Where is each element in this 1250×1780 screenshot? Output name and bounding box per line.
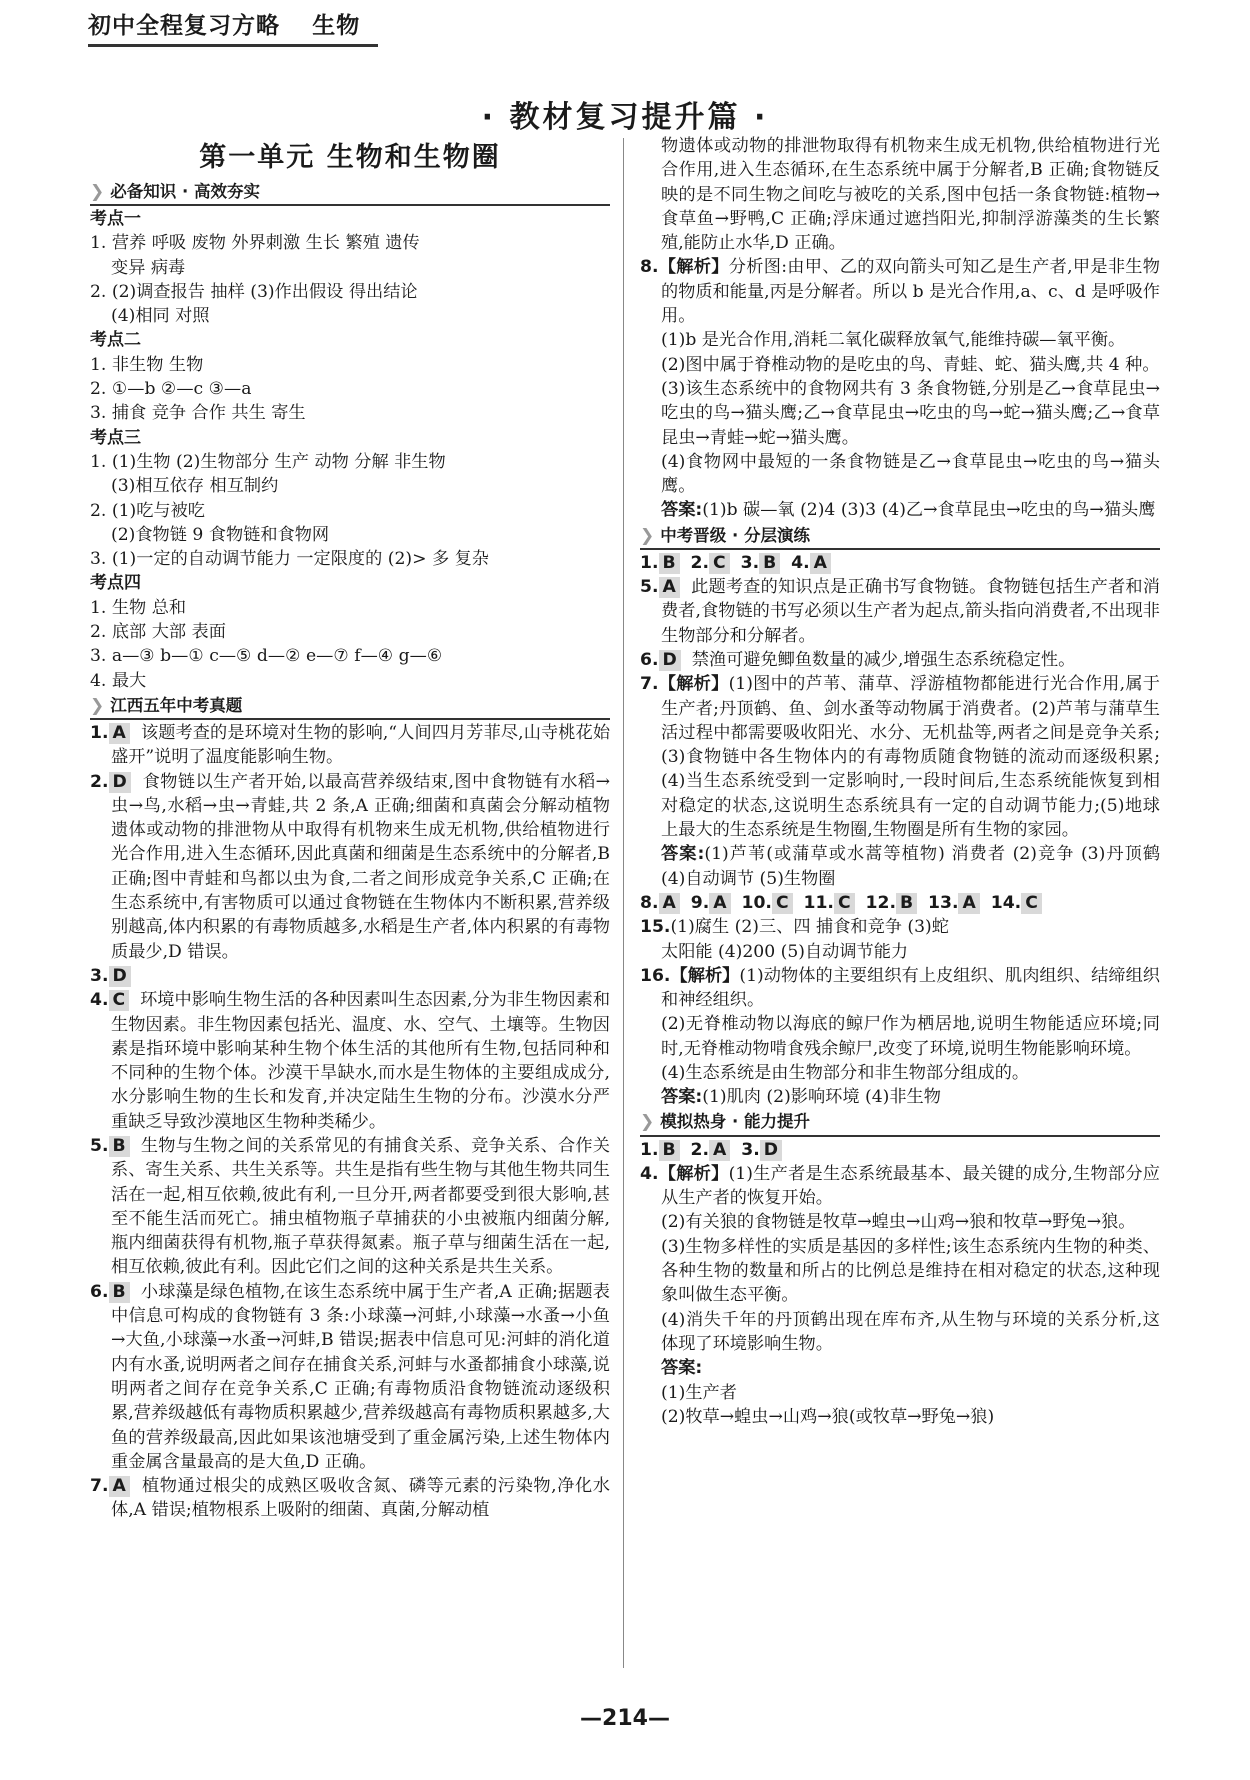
- answer-badge: B: [659, 1140, 680, 1161]
- explanation-text: 禁渔可避免鲫鱼数量的减少,增强生态系统稳定性。: [691, 649, 1076, 670]
- jx-question-7-continued: 物遗体或动物的排泄物取得有机物来生成无机物,供给植物进行光合作用,进入生态循环,在生态系统中属于分解者,B 正确;食物链反映的是不同生物之间吃与被吃的关系,图中包括一条食物链:植物→食草鱼→野鸭,C 正确;浮床通过遮挡阳光,抑制浮游藻类的生长繁殖,能防止水华,D 正确。: [661, 136, 1160, 254]
- answer-badge: A: [810, 553, 831, 574]
- kp1-line1b: 变异 病毒: [111, 257, 186, 278]
- explanation-text: 分析图:由甲、乙的双向箭头可知乙是生产者,甲是非生物的物质和能量,丙是分解者。所以 b 是光合作用,a、c、d 是呼吸作用。: [661, 257, 1160, 327]
- explanation-text: (1)动物体的主要组织有上皮组织、肌肉组织、结缔组织和神经组织。: [661, 965, 1160, 1011]
- question-number: 4.: [640, 1163, 659, 1184]
- answer-text: (1)b 碳—氧 (2)4 (3)3 (4)乙→食草昆虫→吃虫的鸟→猫头鹰: [702, 500, 1156, 521]
- explanation-text: (1)生产者是生态系统最基本、最关键的成分,生物部分应从生产者的恢复开始。: [661, 1163, 1160, 1209]
- question-number: 2.: [690, 1139, 710, 1160]
- s3-answers-1-4: [640, 551, 1160, 575]
- answer-badge: B: [659, 553, 680, 574]
- question-number: 8.: [640, 892, 659, 913]
- answer-badge: C: [772, 893, 793, 914]
- kp1-title: 考点一: [90, 209, 141, 229]
- answer-text: (1)腐生 (2)三、四 捕食和竞争 (3)蛇: [670, 917, 949, 938]
- section-title: 必备知识 · 高效夯实: [110, 181, 261, 201]
- question-number: 3.: [90, 965, 109, 986]
- question-number: 9.: [690, 892, 710, 913]
- jx-question-8: [640, 255, 1160, 328]
- kp4-title: 考点四: [90, 573, 141, 594]
- answer-badge: B: [109, 1282, 130, 1303]
- answer-label: 答案:: [661, 844, 705, 865]
- question-number: 4.: [791, 552, 810, 573]
- section-header-advanced: [640, 524, 1160, 550]
- answer-badge: D: [760, 1140, 782, 1161]
- s4-q4-part2: (2)有关狼的食物链是牧草→蝗虫→山鸡→狼和牧草→野兔→狼。: [661, 1212, 1136, 1233]
- s3-question-5: [640, 575, 1160, 648]
- answer-badge: B: [109, 1136, 130, 1157]
- kp3-line2b: (2)食物链 9 食物链和食物网: [111, 524, 330, 545]
- answer-badge: A: [109, 723, 130, 744]
- s3-question-6: [640, 648, 1160, 672]
- jx-question-7: [90, 1474, 610, 1523]
- section-header-jiangxi: [90, 694, 610, 720]
- analysis-label: 【解析】: [670, 965, 740, 986]
- question-number: 7.: [90, 1476, 109, 1497]
- kp1-line1: 1. 营养 呼吸 废物 外界刺激 生长 繁殖 遗传: [90, 233, 420, 254]
- chevron-right-icon: ❯: [90, 695, 105, 716]
- q8-answer: [640, 498, 1160, 522]
- kp2-line2: 2. ①—b ②—c ③—a: [90, 379, 252, 400]
- answer-text: (1)肌肉 (2)影响环境 (4)非生物: [702, 1087, 941, 1108]
- q8-part2: (2)图中属于脊椎动物的是吃虫的鸟、青蛙、蛇、猫头鹰,共 4 种。: [661, 354, 1160, 375]
- s4-question-4: [640, 1162, 1160, 1211]
- question-number: 2.: [690, 552, 710, 573]
- s3-question-15: [640, 915, 1160, 939]
- analysis-label: 【解析】: [658, 257, 729, 278]
- q8-part1: (1)b 是光合作用,消耗二氧化碳释放氧气,能维持碳—氧平衡。: [661, 330, 1126, 351]
- subject-title: 生物: [312, 13, 361, 39]
- jx-question-2: [90, 770, 610, 964]
- q8-part4: (4)食物网中最短的一条食物链是乙→食草昆虫→吃虫的鸟→猫头鹰。: [661, 451, 1160, 497]
- unit-title: 第一单元 生物和生物圈: [199, 142, 501, 173]
- explanation-text: 食物链以生产者开始,以最高营养级结束,图中食物链有水稻→虫→鸟,水稻→虫→青蛙,共 2 条,A 正确;细菌和真菌会分解动植物遗体或动物的排泄物从中取得有机物来生成无机物,供给植物进行光合作用,进入生态循环,因此真菌和细菌是生态系统中的分解者,B 正确;图中青蛙和鸟都以虫为食,二者之间形成竞争关系,C 正确;在生态系统中,有害物质可以通过食物链在生物体内不断积累,营养级别越高,体内积累的有毒物质越多,水稻是生产者,体内积累的有毒物质最少,D 错误。: [111, 771, 610, 962]
- question-number: 3.: [740, 552, 760, 573]
- kp3-line1b: (3)相互依存 相互制约: [111, 476, 279, 497]
- question-number: 5.: [640, 577, 659, 598]
- explanation-text: 该题考查的是环境对生物的影响,“人间四月芳菲尽,山寺桃花始盛开”说明了温度能影响生物。: [111, 722, 611, 768]
- s3-q16-part2: (2)无脊椎动物以海底的鲸尸作为栖居地,说明生物能适应环境;同时,无脊椎动物啃食残余鲸尸,改变了环境,说明生物能影响环境。: [661, 1014, 1160, 1059]
- answer-badge: D: [659, 650, 681, 671]
- answer-badge: A: [709, 893, 730, 914]
- s4-q4-part3: (3)生物多样性的实质是基因的多样性;该生态系统内生物的种类、各种生物的数量和所占的比例总是维持在相对稳定的状态,这种现象叫做生态平衡。: [661, 1236, 1160, 1306]
- kp3-title: 考点三: [90, 427, 141, 448]
- section-header-simulation: [640, 1111, 1160, 1137]
- question-number: 14.: [990, 892, 1022, 913]
- kp2-title: 考点二: [90, 330, 141, 351]
- section-header-essentials: [90, 180, 610, 206]
- question-number: 16.: [640, 965, 671, 986]
- section-title: 江西五年中考真题: [110, 695, 243, 715]
- jx-question-1: [90, 721, 610, 770]
- s3-q7-answer: [640, 842, 1160, 891]
- answer-badge: C: [1021, 893, 1042, 914]
- s3-q16-answer: [640, 1085, 1160, 1109]
- kp3-line2: 2. (1)吃与被吃: [90, 500, 205, 521]
- s3-answers-8-14: [640, 891, 1160, 915]
- left-column: [90, 138, 610, 1523]
- answer-badge: B: [896, 893, 917, 914]
- jx-question-3: [90, 964, 610, 988]
- question-number: 6.: [90, 1281, 109, 1302]
- question-number: 4.: [90, 990, 109, 1011]
- kp2-line1: 1. 非生物 生物: [90, 354, 204, 375]
- question-number: 10.: [741, 892, 772, 913]
- kp4-line1: 1. 生物 总和: [90, 597, 187, 618]
- s4-q4-answer-label: 答案:: [661, 1358, 703, 1379]
- answer-label: 答案:: [661, 1087, 703, 1108]
- answer-badge: C: [709, 553, 730, 574]
- question-number: 3.: [741, 1139, 760, 1160]
- jx-question-5: [90, 1134, 610, 1280]
- column-divider: [623, 138, 624, 1668]
- s4-answers-1-3: [640, 1138, 1160, 1162]
- answer-badge: C: [109, 990, 130, 1011]
- s3-q16-part3: (4)生态系统是由生物部分和非生物部分组成的。: [661, 1062, 1030, 1083]
- answer-badge: C: [834, 893, 855, 914]
- question-number: 12.: [865, 892, 896, 913]
- chevron-right-icon: ❯: [640, 1112, 655, 1133]
- s4-q4-part4: (4)消失千年的丹顶鹤出现在库布齐,从生物与环境的关系分析,这体现了环境影响生物。: [661, 1309, 1160, 1354]
- kp1-line2: 2. (2)调查报告 抽样 (3)作出假设 得出结论: [90, 281, 418, 302]
- s3-q15-line2: 太阳能 (4)200 (5)自动调节能力: [661, 941, 909, 962]
- kp4-line2: 2. 底部 大部 表面: [90, 622, 226, 643]
- jx-question-4: [90, 988, 610, 1134]
- answer-badge: A: [109, 1476, 130, 1497]
- question-number: 13.: [928, 892, 959, 913]
- section-title: 模拟热身 · 能力提升: [660, 1112, 811, 1132]
- explanation-text: 此题考查的知识点是正确书写食物链。食物链包括生产者和消费者,食物链的书写必须以生产者为起点,箭头指向消费者,不出现非生物部分和分解者。: [661, 577, 1160, 646]
- analysis-label: 【解析】: [658, 674, 729, 695]
- answer-label: 答案:: [661, 500, 703, 521]
- s3-question-16: [640, 964, 1160, 1013]
- answer-badge: A: [958, 893, 979, 914]
- question-number: 1.: [640, 552, 659, 573]
- answer-badge: A: [709, 1140, 730, 1161]
- chevron-right-icon: ❯: [90, 181, 105, 202]
- kp3-line3: 3. (1)一定的自动调节能力 一定限度的 (2)> 多 复杂: [90, 549, 489, 570]
- s4-q4-answer-1: (1)生产者: [661, 1382, 737, 1403]
- answer-badge: B: [759, 553, 780, 574]
- answer-badge: A: [659, 893, 680, 914]
- kp2-line3: 3. 捕食 竞争 合作 共生 寄生: [90, 403, 306, 424]
- q8-part3: (3)该生态系统中的食物网共有 3 条食物链,分别是乙→食草昆虫→吃虫的鸟→猫头鹰;乙→食草昆虫→吃虫的鸟→蛇→猫头鹰;乙→食草昆虫→青蛙→蛇→猫头鹰。: [661, 378, 1160, 448]
- page-title: · 教材复习提升篇 ·: [481, 100, 769, 135]
- explanation-text: 环境中影响生物生活的各种因素叫生态因素,分为非生物因素和生物因素。非生物因素包括光、温度、水、空气、土壤等。生物因素是指环境中影响某种生物个体生活的其他所有生物,包括同种和不同种的生物个体。沙漠干旱缺水,而水是生物体的主要组成成分,水分影响生物的生长和发育,并决定陆生生物的分布。沙漠水分严重缺乏导致沙漠地区生物种类稀少。: [111, 990, 611, 1132]
- question-number: 1.: [90, 722, 109, 743]
- question-number: 6.: [640, 649, 659, 670]
- explanation-text: 小球藻是绿色植物,在该生态系统中属于生产者,A 正确;据题表中信息可构成的食物链有 3 条:小球藻→河蚌,小球藻→水蚤→小鱼→大鱼,小球藻→水蚤→河蚌,B 错误;据表中信息可见:河蚌的消化道内有水蚤,说明两者之间存在捕食关系,河蚌与水蚤都捕食小球藻,说明两者之间存在竞争关系,C 正确;有毒物质沿食物链流动逐级积累,营养级越低有毒物质积累越少,营养级越高有毒物质积累越多,大鱼的营养级最高,因此如果该池塘受到了重金属污染,上述生物体内重金属含量最高的是大鱼,D 正确。: [111, 1281, 610, 1472]
- explanation-text: 植物通过根尖的成熟区吸收含氮、磷等元素的污染物,净化水体,A 错误;植物根系上吸附的细菌、真菌,分解动植: [111, 1476, 610, 1521]
- question-number: 11.: [803, 892, 834, 913]
- s3-question-7: [640, 672, 1160, 842]
- question-number: 15.: [640, 917, 671, 938]
- right-column: [640, 134, 1160, 1429]
- answer-badge: D: [109, 772, 131, 793]
- chevron-right-icon: ❯: [640, 525, 655, 546]
- section-title: 中考晋级 · 分层演练: [660, 525, 811, 545]
- kp1-line2b: (4)相同 对照: [111, 306, 210, 327]
- answer-badge: D: [109, 966, 131, 987]
- question-number: 1.: [640, 1139, 659, 1160]
- running-header: [88, 10, 378, 47]
- question-number: 7.: [640, 674, 659, 695]
- jx-question-6: [90, 1280, 610, 1474]
- answer-text: (1)芦苇(或蒲草或水蒿等植物) 消费者 (2)竞争 (3)丹顶鹤 (4)自动调节 (5)生物圈: [661, 844, 1161, 889]
- analysis-label: 【解析】: [658, 1163, 729, 1184]
- s4-q4-answer-2: (2)牧草→蝗虫→山鸡→狼(或牧草→野兔→狼): [661, 1406, 995, 1427]
- kp4-line4: 4. 最大: [90, 670, 147, 691]
- question-number: 8.: [640, 257, 659, 278]
- answer-badge: A: [659, 577, 680, 598]
- explanation-text: (1)图中的芦苇、蒲草、浮游植物都能进行光合作用,属于生产者;丹顶鹤、鱼、剑水蚤等动物属于消费者。(2)芦苇与蒲草生活过程中都需要吸收阳光、水分、无机盐等,两者之间是竞争关系;(3)食物链中各生物体内的有毒物质随食物链的流动而逐级积累;(4)当生态系统受到一定影响时,一段时间后,生态系统能恢复到相对稳定的状态,这说明生态系统具有一定的自动调节能力;(5)地球上最大的生态系统是生物圈,生物圈是所有生物的家园。: [661, 674, 1160, 841]
- question-number: 2.: [90, 771, 109, 792]
- book-title: 初中全程复习方略: [88, 13, 280, 39]
- question-number: 5.: [90, 1135, 109, 1156]
- page-number: —214—: [580, 1706, 670, 1731]
- kp4-line3: 3. a—③ b—① c—⑤ d—② e—⑦ f—④ g—⑥: [90, 646, 443, 667]
- kp3-line1: 1. (1)生物 (2)生物部分 生产 动物 分解 非生物: [90, 451, 446, 472]
- explanation-text: 生物与生物之间的关系常见的有捕食关系、竞争关系、合作关系、寄生关系、共生关系等。共生是指有些生物与其他生物共同生活在一起,相互依赖,彼此有利,一旦分开,两者都要受到很大影响,甚至不能生活而死亡。捕虫植物瓶子草捕获的小虫被瓶内细菌分解,瓶内细菌获得有机物,瓶子草获得氮素。瓶子草与细菌生活在一起,相互依赖,彼此有利。因此它们之间的这种关系是共生关系。: [111, 1135, 610, 1278]
